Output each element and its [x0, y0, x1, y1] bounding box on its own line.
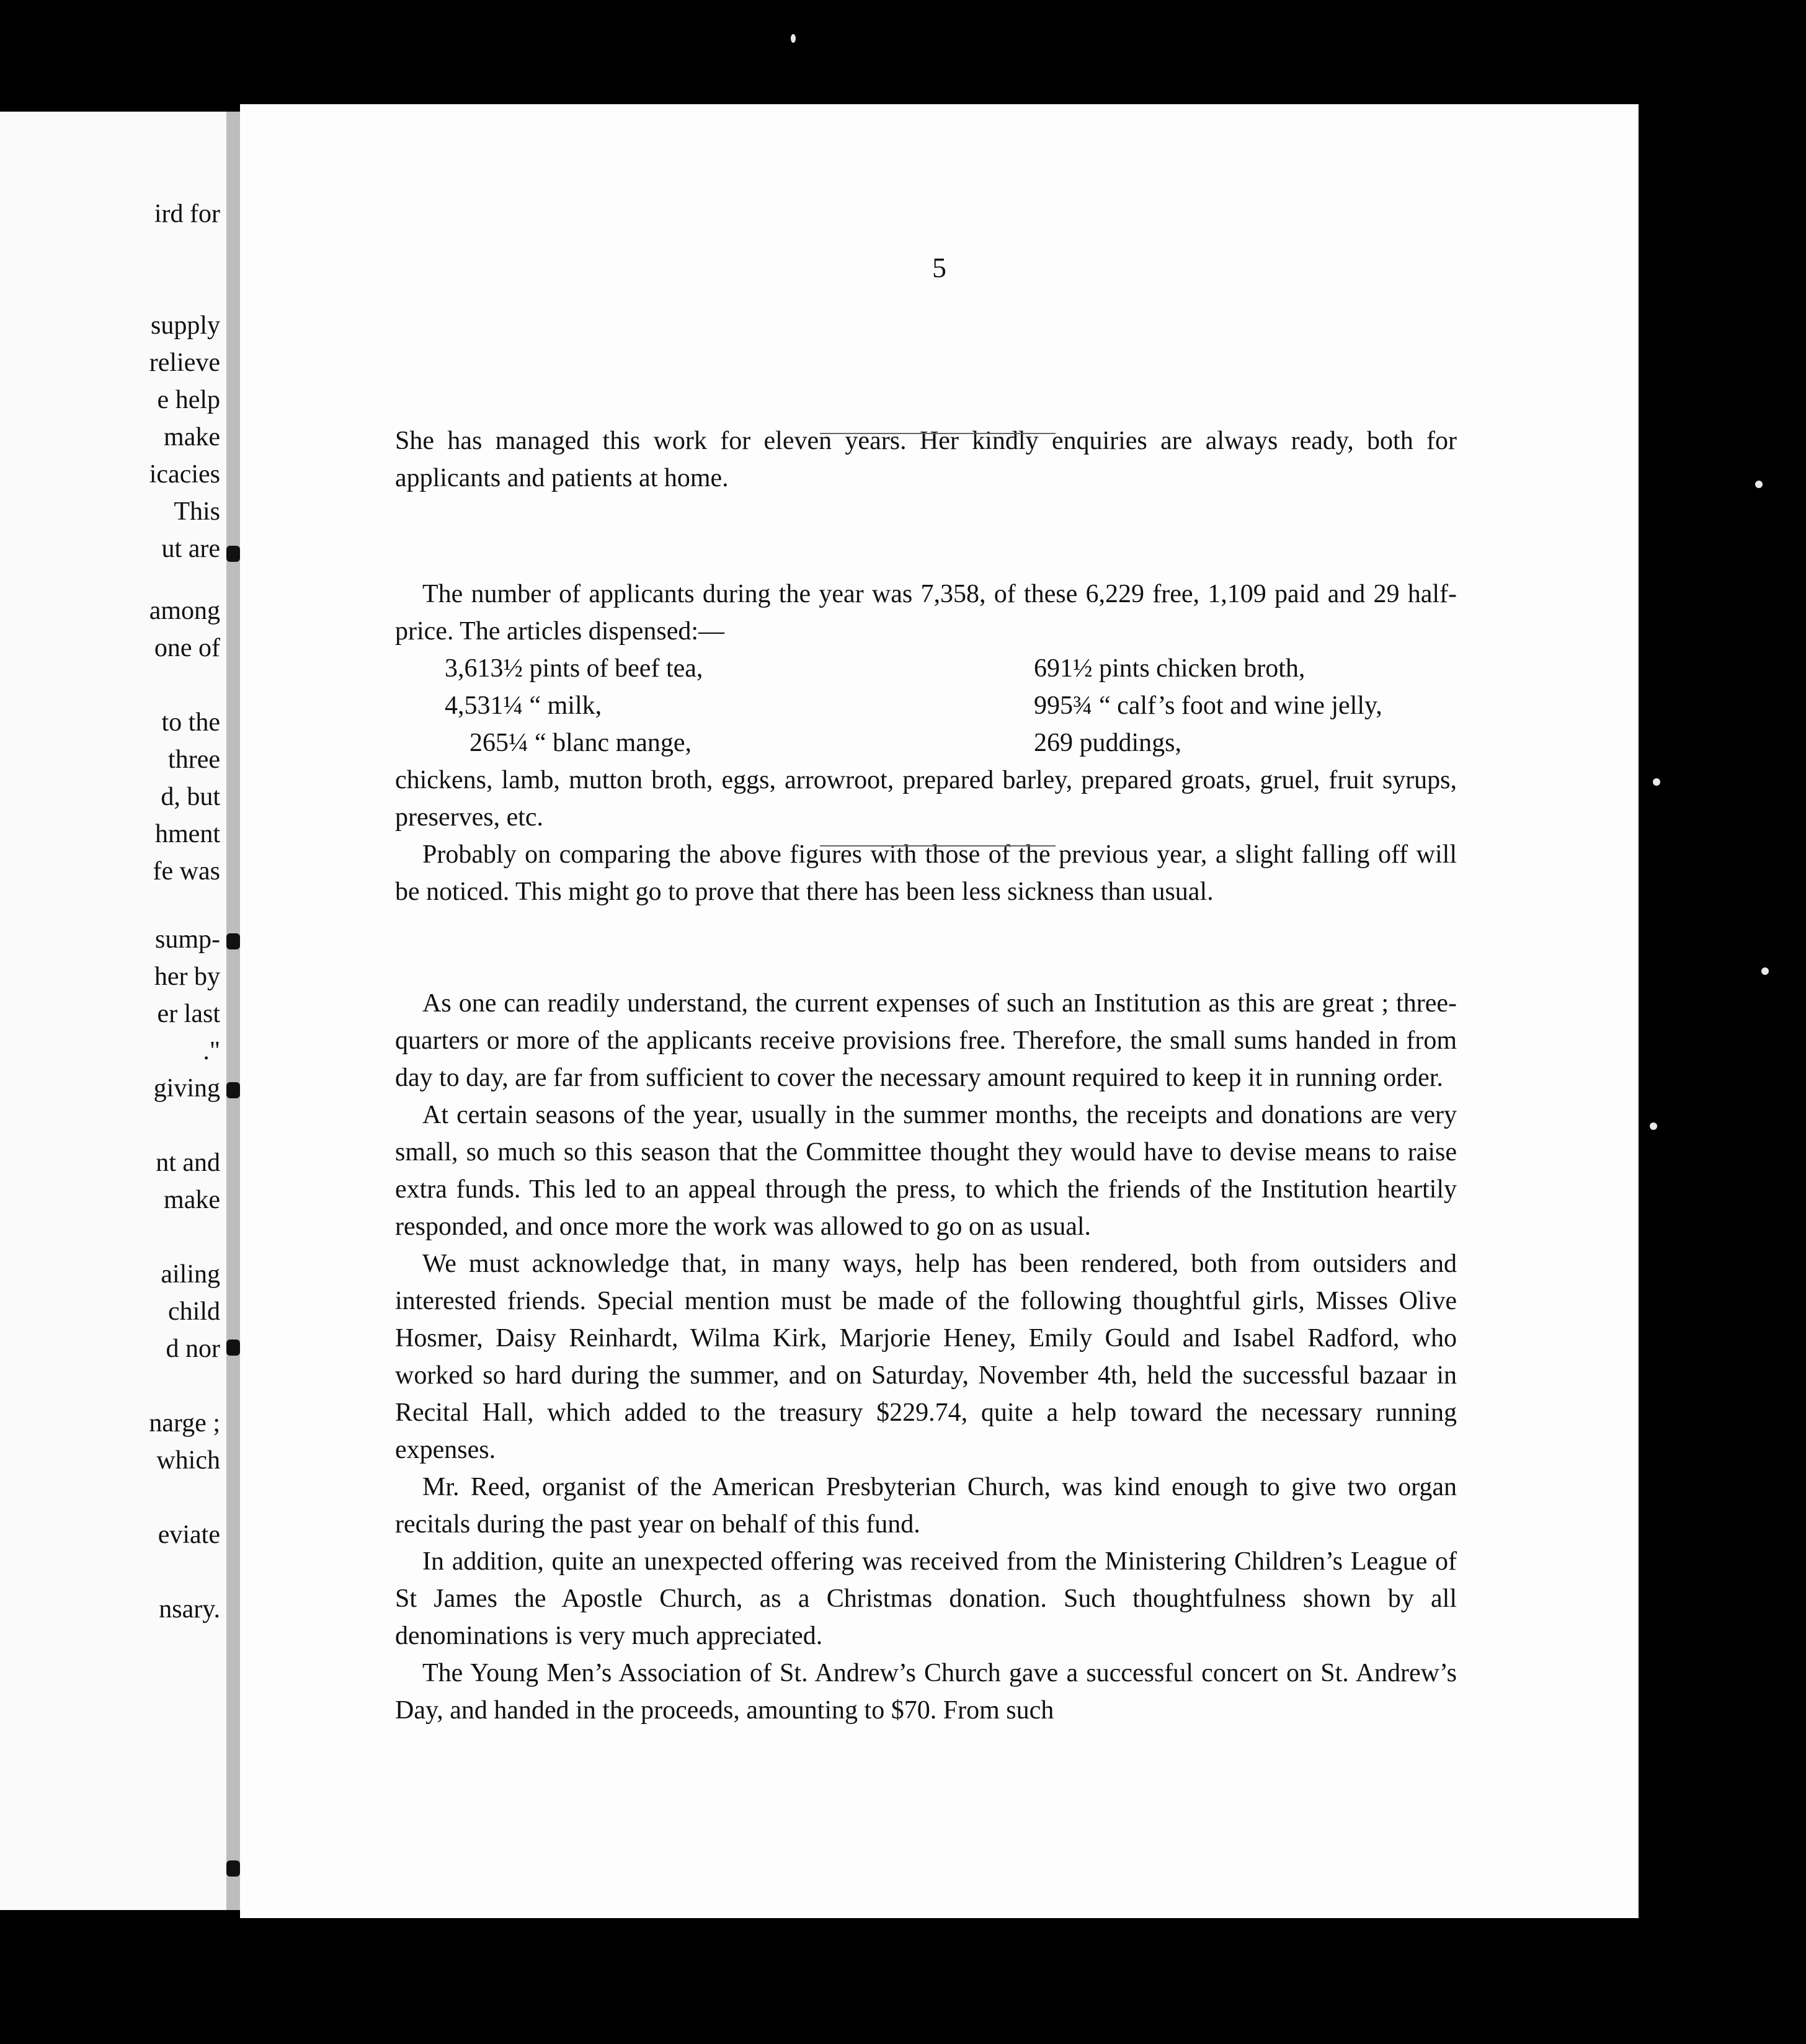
facing-page-line: her by [154, 962, 220, 991]
binding-mark [226, 933, 240, 949]
articles-tail-paragraph [395, 762, 1457, 910]
facing-page-line: This [174, 497, 220, 526]
seasons-paragraph: At certain seasons of the year, usually in the summer months, the receipts and donations are very small, so much so this season that the Committee thought they would have to devise means to raise extra funds. This led to an appeal through the press, to which the friends of the Institution heartily responded, and once more the work was allowed to go on as usual. [395, 1101, 1457, 1241]
scan-speck [1761, 967, 1769, 975]
article-right: 995¾ “ calf’s foot and wine jelly, [1034, 691, 1382, 720]
facing-page-line: ird for [154, 200, 220, 228]
facing-page-line: among [149, 597, 220, 625]
facing-page-line: ut are [161, 535, 220, 563]
stats-text: The number of applicants during the year was 7,358, of these 6,229 free, 1,109 paid and 29 half-price. The articles dispensed:— [395, 580, 1457, 646]
stats-paragraph [395, 575, 1457, 650]
articles-list [395, 650, 1457, 762]
facing-page-line: d, but [161, 783, 220, 811]
facing-page-line: make [164, 1186, 220, 1214]
article-left: 265¼ “ blanc mange, [469, 729, 692, 757]
document-page [240, 104, 1639, 1918]
section-divider [820, 845, 1056, 846]
binding-mark [226, 546, 240, 562]
scan-speck [1755, 481, 1763, 488]
section-divider [820, 433, 1056, 434]
page-number: 5 [932, 252, 946, 283]
facing-page-line: three [168, 745, 220, 774]
intro-text: She has managed this work for eleven years. Her kindly enquiries are always ready, both for applicants and patients at home. [395, 427, 1457, 492]
facing-page-line: supply [150, 311, 220, 340]
article-right: 691½ pints chicken broth, [1034, 654, 1306, 683]
facing-page-line: to the [161, 708, 220, 737]
acknowledge-paragraph: We must acknowledge that, in many ways, help has been rendered, both from outsiders and interested friends. Special mention must be made of the following thoughtful girls, Misses Olive Hosmer, Daisy Reinhardt, Wilma Kirk, Marjorie Heney, Emily Gould and Isabel Radford, who worked so hard during the summer, and on Saturday, November 4th, held the successful bazaar in Recital Hall, which added to the treasury $229.74, quite a help toward the necessary running expenses. [395, 1250, 1457, 1464]
reed-paragraph: Mr. Reed, organist of the American Presbyterian Church, was kind enough to give two organ recitals during the past year on behalf of this fund. [395, 1473, 1457, 1539]
scan-speck [1650, 1122, 1657, 1130]
facing-page-line: sump- [155, 925, 220, 954]
scan-speck [1653, 778, 1660, 786]
facing-page [0, 112, 226, 1910]
facing-page-line: nsary. [159, 1595, 220, 1624]
facing-page-line: icacies [149, 460, 220, 489]
facing-page-line: ." [203, 1037, 220, 1065]
body-section [395, 985, 1457, 1729]
article-left: 4,531¼ “ milk, [445, 691, 602, 720]
expenses-paragraph: As one can readily understand, the current expenses of such an Institution as this are great ; three-quarters or more of the applicants receive provisions free. Therefore, the small sums handed in from day to day, are far from sufficient to cover the necessary amount required to keep it in running order. [395, 989, 1457, 1092]
articles-row [395, 650, 1457, 687]
binding-mark [226, 1340, 240, 1356]
facing-page-line: er last [157, 1000, 220, 1028]
facing-page-line: e help [157, 386, 220, 414]
binding-mark [226, 1082, 240, 1098]
article-right: 269 puddings, [1034, 729, 1182, 757]
articles-row [395, 687, 1457, 724]
comparison-text: Probably on comparing the above figures with those of the previous year, a slight falling off will be noticed. This might go to prove that there has been less sickness than usual. [395, 840, 1457, 906]
facing-page-line: hment [155, 820, 220, 848]
facing-page-line: narge ; [149, 1409, 220, 1437]
facing-page-line: nt and [156, 1149, 220, 1177]
facing-page-line: giving [153, 1074, 220, 1103]
articles-row [395, 724, 1457, 762]
young-men-paragraph: The Young Men’s Association of St. Andrew’s Church gave a successful concert on St. Andrew’s Day, and handed in the proceeds, amounting to $70. From such [395, 1659, 1457, 1725]
facing-page-line: relieve [149, 349, 220, 377]
articles-tail-text: chickens, lamb, mutton broth, eggs, arrowroot, prepared barley, prepared groats, gruel, fruit syrups, preserves, etc. [395, 766, 1457, 832]
facing-page-line: one of [154, 634, 220, 662]
facing-page-line: fe was [153, 857, 220, 886]
facing-page-line: ailing [161, 1260, 220, 1289]
page-gutter [226, 112, 240, 1910]
facing-page-line: d nor [166, 1335, 220, 1363]
addition-paragraph: In addition, quite an unexpected offering was received from the Ministering Children’s League of St James the Apostle Church, as a Christmas donation. Such thoughtfulness shown by all denominations is very much appreciated. [395, 1547, 1457, 1650]
facing-page-line: eviate [158, 1521, 220, 1549]
article-left: 3,613½ pints of beef tea, [445, 654, 703, 683]
binding-mark [226, 1860, 240, 1877]
scan-speck [791, 34, 796, 43]
facing-page-line: child [168, 1297, 220, 1326]
facing-page-line: make [164, 423, 220, 451]
facing-page-line: which [156, 1446, 220, 1475]
